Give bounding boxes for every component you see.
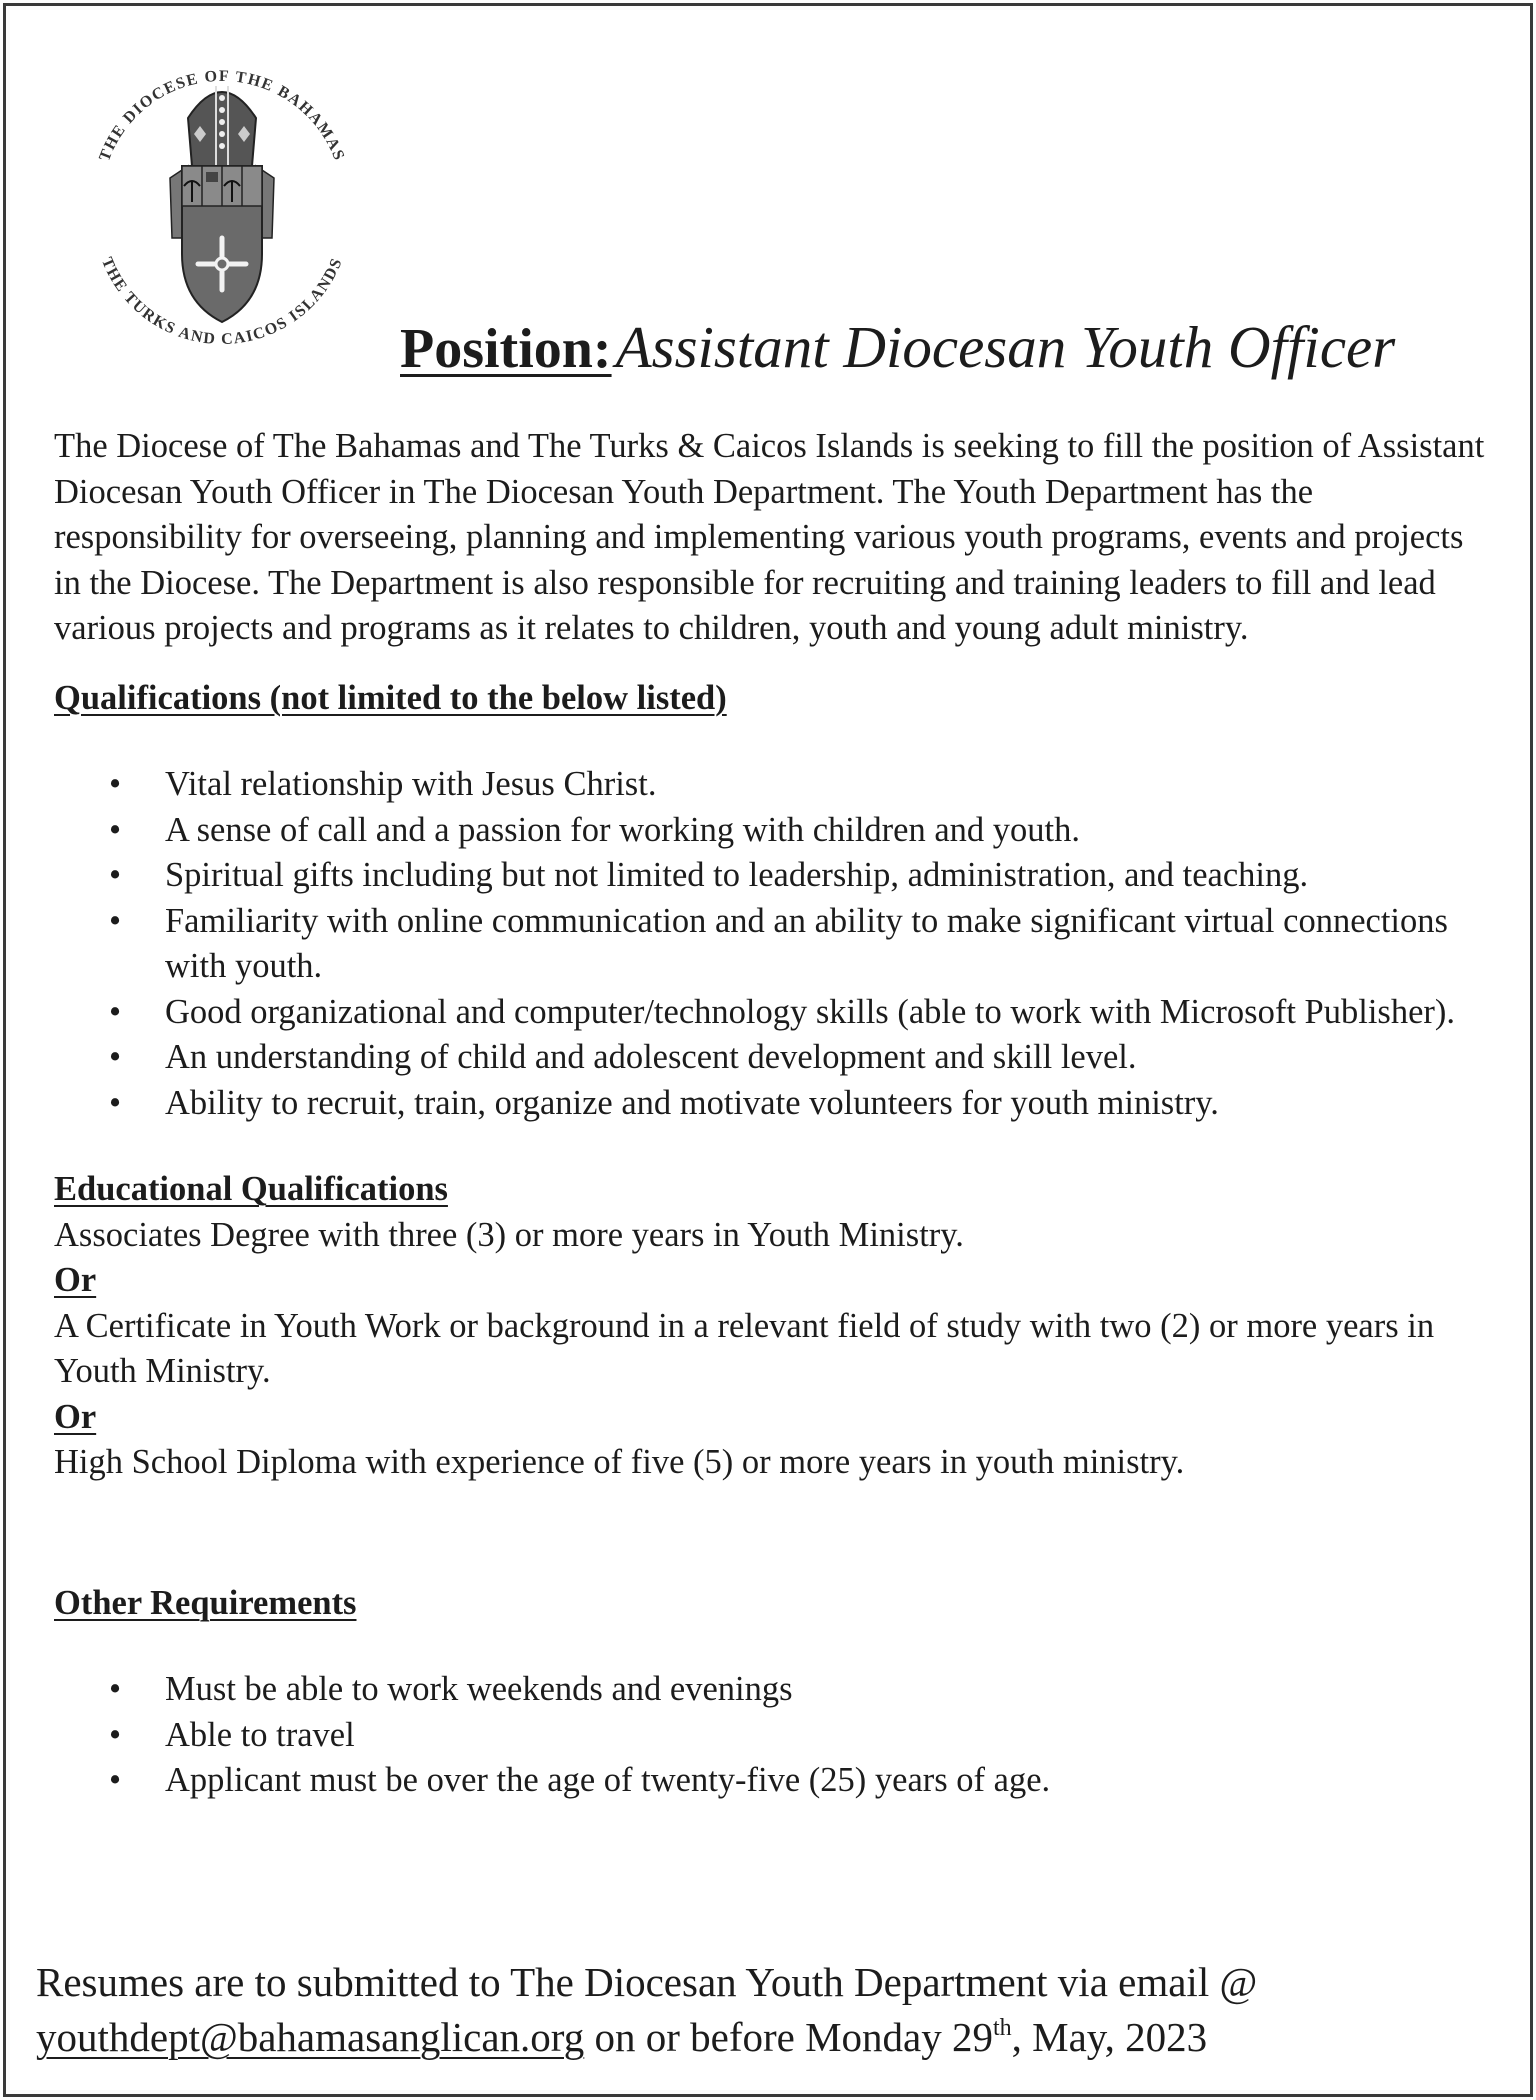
education-or-1: Or (54, 1261, 97, 1299)
position-label: Position: (400, 318, 612, 380)
list-item: • Must be able to work weekends and evenings (54, 1667, 1494, 1713)
job-description (54, 424, 1494, 1804)
submission-instructions (36, 1955, 1516, 2065)
list-item: • Applicant must be over the age of twenty-five (25) years of age. (54, 1758, 1494, 1804)
list-item: • Vital relationship with Jesus Christ. (54, 762, 1494, 808)
deadline-date: , May, 2023 (1011, 2014, 1208, 2060)
education-option-2: A Certificate in Youth Work or background in a relevant field of study with two (2) or more years in Youth Ministry. (54, 1306, 1435, 1390)
other-requirements-heading: Other Requirements (54, 1583, 357, 1622)
seal-arc-top-text: THE DIOCESE OF THE BAHAMAS (96, 67, 348, 164)
list-item: • A sense of call and a passion for working with children and youth. (54, 808, 1494, 854)
list-item: • Ability to recruit, train, organize and motivate volunteers for youth ministry. (54, 1081, 1494, 1127)
position-name: Assistant Diocesan Youth Officer (615, 314, 1396, 380)
list-item: • Good organizational and computer/technology skills (able to work with Microsoft Publisher). (54, 990, 1494, 1036)
submission-deadline-line (36, 2010, 1516, 2065)
other-requirements-list (54, 1667, 1494, 1804)
deadline-suffix: th (992, 2015, 1012, 2041)
deadline-text: on or before Monday 29 (584, 2014, 993, 2060)
email-link[interactable]: youthdept@bahamasanglican.org (36, 2014, 585, 2060)
qualifications-list (54, 762, 1494, 1126)
list-item: • Spiritual gifts including but not limited to leadership, administration, and teaching. (54, 853, 1494, 899)
position-title (400, 314, 1396, 380)
list-item: • An understanding of child and adolescent development and skill level. (54, 1035, 1494, 1081)
list-item: • Familiarity with online communication and an ability to make significant virtual connections with youth. (54, 899, 1494, 990)
intro-paragraph: The Diocese of The Bahamas and The Turks & Caicos Islands is seeking to fill the position of Assistant Diocesan Youth Officer in The Diocesan Youth Department. The Youth Department has the responsibility for overseeing, planning and implementing various youth programs, events and projects in the Diocese. The Department is also responsible for recruiting and training leaders to fill and lead various projects and programs as it relates to children, youth and young adult ministry. (54, 427, 1485, 647)
seal-arc-bottom-text: THE TURKS AND CAICOS ISLANDS (97, 254, 347, 349)
education-heading: Educational Qualifications (54, 1170, 448, 1208)
qualifications-heading: Qualifications (not limited to the below listed) (54, 678, 727, 717)
submission-line: Resumes are to submitted to The Diocesan Youth Department via email @ (36, 1959, 1258, 2005)
education-or-2: Or (54, 1397, 97, 1436)
list-item: • Able to travel (54, 1713, 1494, 1759)
education-option-1: Associates Degree with three (3) or more years in Youth Ministry. (54, 1215, 964, 1254)
education-option-3: High School Diploma with experience of five (5) or more years in youth ministry. (54, 1443, 1185, 1481)
diocese-seal-logo (66, 26, 378, 376)
